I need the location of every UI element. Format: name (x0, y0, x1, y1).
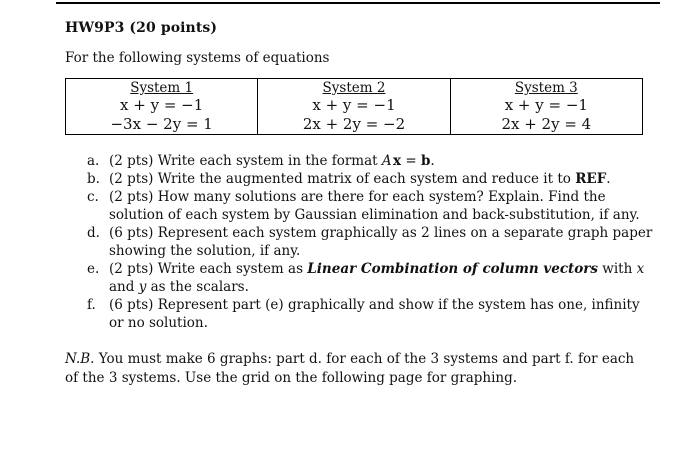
parts-list (87, 152, 657, 332)
part-e-with: with (598, 261, 637, 277)
system-3-cell (450, 79, 642, 135)
part-b (87, 170, 657, 188)
part-e-var-x: x (636, 261, 645, 277)
system-3-equation-2: 2x + 2y = 4 (501, 115, 592, 133)
systems-table (65, 78, 643, 135)
part-c (87, 188, 657, 224)
part-a-var-A: A (381, 153, 392, 169)
system-2-cell (258, 79, 450, 135)
part-a-var-b: b (420, 153, 431, 169)
part-e (87, 260, 657, 296)
part-e-and: and (109, 279, 139, 295)
intro-text: For the following systems of equations (65, 50, 330, 66)
system-2-equation-1: x + y = −1 (312, 96, 396, 114)
part-d-marker: d. (87, 225, 100, 241)
part-c-text: (2 pts) How many solutions are there for each system? Explain. Find the solution of each system by Gaussian elimination and back-substitution, if any. (109, 189, 640, 223)
system-1-cell (66, 79, 258, 135)
system-2-heading: System 2 (322, 80, 386, 96)
system-3-heading: System 3 (514, 80, 578, 96)
part-f-text: (6 pts) Represent part (e) graphically and show if the system has one, infinity or no solution. (109, 297, 640, 331)
part-b-marker: b. (87, 171, 100, 187)
part-d (87, 224, 657, 260)
nb-label: N.B. (65, 351, 95, 367)
part-e-text: (2 pts) Write each system as (109, 261, 308, 277)
part-c-marker: c. (87, 189, 99, 205)
part-e-marker: e. (87, 261, 100, 277)
part-a-var-x: x (392, 153, 402, 169)
part-a-end: . (430, 153, 435, 169)
system-1-equation-1: x + y = −1 (120, 96, 204, 114)
part-a-equals: = (401, 153, 421, 169)
part-e-linear-combination: Linear Combination of column vectors (307, 261, 599, 277)
part-d-text: (6 pts) Represent each system graphically as 2 lines on a separate graph paper showing the solution, if any. (109, 225, 653, 259)
top-rule (56, 2, 660, 4)
system-1-equation-2: −3x − 2y = 1 (110, 115, 213, 133)
system-1-heading: System 1 (130, 80, 194, 96)
part-a-text: (2 pts) Write each system in the format (109, 153, 382, 169)
part-f (87, 296, 657, 332)
system-2-equation-2: 2x + 2y = −2 (302, 115, 406, 133)
part-a-marker: a. (87, 153, 100, 169)
system-3-equation-1: x + y = −1 (504, 96, 588, 114)
part-b-ref: REF (575, 171, 607, 187)
part-a (87, 152, 657, 170)
part-e-var-y: y (138, 279, 147, 295)
nb-note (65, 350, 645, 388)
page-title: HW9P3 (20 points) (65, 20, 218, 36)
part-b-text: (2 pts) Write the augmented matrix of each system and reduce it to (109, 171, 576, 187)
nb-text: You must make 6 graphs: part d. for each of the 3 systems and part f. for each of the 3 systems. Use the grid on the following page for graphing. (65, 351, 635, 386)
part-e-scalars: as the scalars. (146, 279, 249, 295)
part-b-end: . (606, 171, 611, 187)
part-f-marker: f. (87, 297, 96, 313)
